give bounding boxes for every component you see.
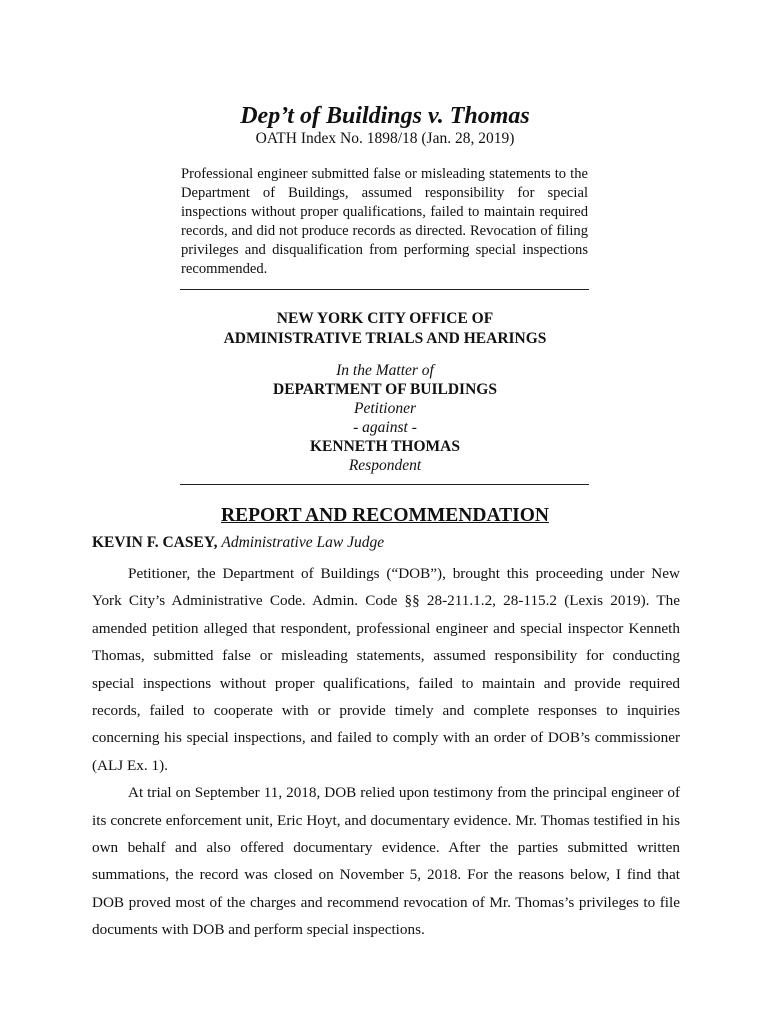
case-caption [0, 361, 770, 475]
tribunal-heading [0, 309, 770, 349]
paragraph-1: Petitioner, the Department of Buildings (“DOB”), brought this proceeding under New York City’s Administrative Code. Admin. Code §§ 28-211.1.2, 28-115.2 (Lexis 2019). The amended petition alleged that respondent, professional engineer and special inspector Kenneth Thomas, submitted false or misleading statements, assumed responsibility for conducting special inspections without proper qualifications, failed to maintain and provide required records, failed to cooperate with or provide timely and complete responses to inquiries concerning his special inspections, and failed to comply with an order of DOB’s commissioner (ALJ Ex. 1). [92, 565, 680, 774]
in-the-matter-of: In the Matter of [336, 362, 434, 379]
paragraph-2: At trial on September 11, 2018, DOB relied upon testimony from the principal engineer of its concrete enforcement unit, Eric Hoyt, and documentary evidence. Mr. Thomas testified in his own behalf and also offered documentary evidence. After the parties submitted written summations, the record was closed on November 5, 2018. For the reasons below, I find that DOB proved most of the charges and recommend revocation of Mr. Thomas’s privileges to file documents with DOB and perform special inspections. [92, 784, 680, 939]
tribunal-line-2: ADMINISTRATIVE TRIALS AND HEARINGS [223, 330, 547, 347]
judge-title: Administrative Law Judge [221, 534, 385, 551]
case-title: Dep’t of Buildings v. Thomas [240, 103, 530, 129]
oath-index-number: OATH Index No. 1898/18 (Jan. 28, 2019) [255, 130, 515, 147]
judge-line [92, 533, 384, 553]
petitioner-name: DEPARTMENT OF BUILDINGS [273, 381, 497, 398]
respondent-role: Respondent [348, 457, 422, 474]
report-heading: REPORT AND RECOMMENDATION [221, 505, 549, 526]
divider-top [180, 289, 589, 290]
against-label: - against - [353, 419, 417, 436]
tribunal-line-1: NEW YORK CITY OFFICE OF [276, 310, 494, 327]
report-body [92, 560, 680, 944]
petitioner-role: Petitioner [354, 400, 416, 417]
judge-name: KEVIN F. CASEY, [92, 534, 218, 551]
divider-bottom [180, 484, 589, 485]
respondent-name: KENNETH THOMAS [309, 438, 460, 455]
case-summary: Professional engineer submitted false or misleading statements to the Department of Buildings, assumed responsibility for special inspections without proper qualifications, failed to maintain required records, and did not produce records as directed. Revocation of filing privileges and disqualification from performing special inspections recommended. [181, 166, 588, 277]
